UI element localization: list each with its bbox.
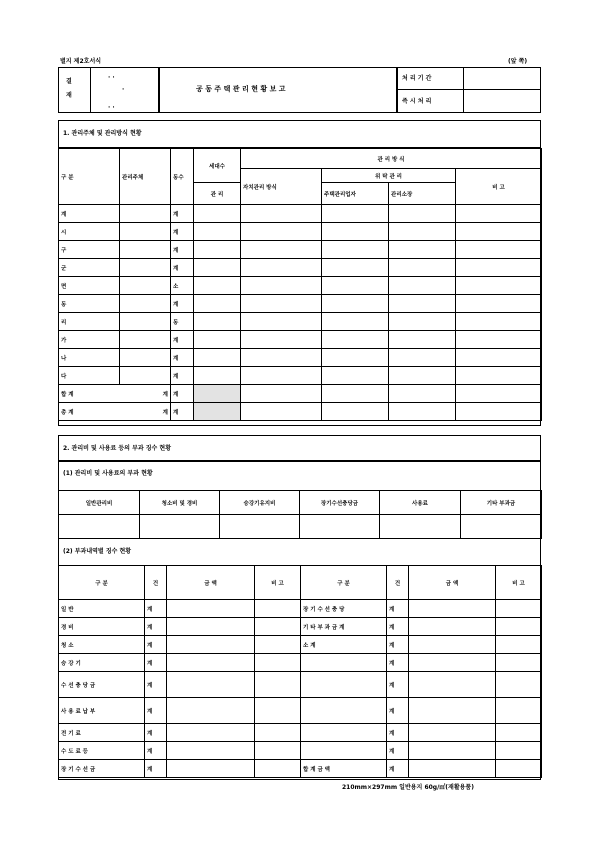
col-header-self: 자치관리 방식 (241, 169, 322, 205)
col-header-item-left: 구 분 (59, 566, 145, 600)
right-mark: 계 (387, 618, 409, 636)
row-label: 시 (59, 223, 120, 241)
row-mark: 계 (171, 385, 194, 403)
left-mark: 계 (145, 742, 167, 760)
right-mark: 계 (387, 636, 409, 654)
row-mark: 소 (171, 277, 194, 295)
left-mark: 계 (145, 636, 167, 654)
table-row (59, 618, 542, 636)
fee-header-elevator: 승강기유지비 (220, 491, 300, 515)
approval-dots-1: · · (108, 74, 115, 81)
header-box (58, 67, 541, 113)
table-row (59, 654, 542, 672)
fee-header-general: 일반관리비 (59, 491, 140, 515)
section1-title: 1. 관리주체 및 관리방식 현황 (63, 130, 142, 137)
footer-paper-note: 210mm×297mm 일반용지 60g/㎡(재활용품) (342, 784, 474, 791)
row-label: 동 (59, 295, 120, 313)
left-mark: 계 (145, 600, 167, 618)
section2-sub2: (2) 부과내역별 징수 현황 (63, 548, 132, 555)
left-item: 청 소 (59, 636, 145, 654)
col-header-manager: 관리주체 (120, 149, 171, 205)
table-row-subtotal (59, 385, 542, 403)
row-label: 가 (59, 331, 120, 349)
col-header-amount-right: 금 액 (409, 566, 496, 600)
receipt-hline (396, 89, 541, 90)
row-mark: 계 (171, 331, 194, 349)
row-mark: 동 (171, 313, 194, 331)
table-row (59, 367, 542, 385)
row-mark: 계 (171, 205, 194, 223)
form-number: 별지 제2호서식 (60, 58, 102, 65)
col-header-remarks-left: 비 고 (255, 566, 301, 600)
left-item: 수 선 충 당 금 (59, 672, 145, 698)
right-item (301, 672, 387, 698)
col-header-method: 관 리 방 식 (241, 149, 542, 169)
table-row (59, 698, 542, 724)
left-item: 장 기 수 선 금 (59, 760, 145, 778)
approval-dots-2: · (122, 86, 125, 93)
table-row (59, 331, 542, 349)
right-mark: 계 (387, 724, 409, 742)
fee-value-row (59, 515, 542, 539)
approval-label-2: 재 (66, 92, 72, 99)
row-mark: 계 (171, 259, 194, 277)
right-mark: 계 (387, 760, 409, 778)
right-mark: 계 (387, 600, 409, 618)
right-item: 장 기 수 선 충 당 (301, 600, 387, 618)
table-row (59, 760, 542, 778)
left-mark: 계 (145, 672, 167, 698)
row-mark: 계 (171, 223, 194, 241)
col-header-mgmt-households: 관 리 (194, 183, 241, 205)
col-header-remarks-right: 비 고 (496, 566, 542, 600)
right-item: 소 계 (301, 636, 387, 654)
table-row (59, 742, 542, 760)
right-item (301, 742, 387, 760)
left-item: 승 강 기 (59, 654, 145, 672)
fee-header-repair: 장기수선충당금 (300, 491, 380, 515)
approval-divider-2 (158, 67, 160, 113)
right-mark: 계 (387, 742, 409, 760)
receipt-divider (396, 67, 398, 113)
left-mark: 계 (145, 618, 167, 636)
approval-label-1: 결 (66, 78, 72, 85)
table-row (59, 313, 542, 331)
right-item (301, 724, 387, 742)
table-row (59, 241, 542, 259)
col-header-item-right: 구 분 (301, 566, 387, 600)
page-indicator: (앞 쪽) (508, 58, 528, 65)
row-label: 다 (59, 367, 120, 385)
left-item: 일 반 (59, 600, 145, 618)
table-row (59, 672, 542, 698)
fee-table (58, 490, 542, 539)
col-header-buildings: 동수 (171, 149, 194, 205)
left-item: 수 도 료 등 (59, 742, 145, 760)
receipt-divider-2 (463, 67, 464, 113)
table-row (59, 277, 542, 295)
col-header-count-left: 건 (145, 566, 167, 600)
section1-table (58, 148, 542, 421)
row-label: 합 계 계 (59, 385, 171, 403)
receipt-label: 처 리 기 간 (402, 75, 432, 82)
col-header-category: 구 분 (59, 149, 120, 205)
right-mark: 계 (387, 654, 409, 672)
approval-dots-3: · · (108, 104, 115, 111)
left-mark: 계 (145, 698, 167, 724)
approval-divider (90, 67, 91, 113)
row-label: 계 (59, 205, 120, 223)
table-row (59, 724, 542, 742)
row-mark: 계 (171, 349, 194, 367)
left-item: 전 기 료 (59, 724, 145, 742)
table-row (59, 349, 542, 367)
table-row (59, 636, 542, 654)
row-label: 총 계 계 (59, 403, 171, 421)
section2-title: 2. 관리비 및 사용료 등의 부과 징수 현황 (63, 445, 172, 452)
row-mark: 계 (171, 367, 194, 385)
right-item (301, 654, 387, 672)
left-item: 사 용 료 납 부 (59, 698, 145, 724)
row-mark: 계 (171, 295, 194, 313)
table-row (59, 259, 542, 277)
row-label: 면 (59, 277, 120, 295)
col-header-count-right: 건 (387, 566, 409, 600)
right-mark: 계 (387, 672, 409, 698)
collection-table (58, 565, 542, 778)
col-header-remarks: 비 고 (456, 169, 542, 205)
col-header-households: 세대수 (194, 149, 241, 183)
fee-header-other: 기타 부과금 (461, 491, 542, 515)
left-item: 경 비 (59, 618, 145, 636)
table-row (59, 223, 542, 241)
receipt-value: 즉 시 처 리 (402, 98, 432, 105)
table-row (59, 295, 542, 313)
left-mark: 계 (145, 760, 167, 778)
row-mark: 계 (171, 403, 194, 421)
table-row-total (59, 403, 542, 421)
row-label: 나 (59, 349, 120, 367)
table-row (59, 600, 542, 618)
row-label: 구 (59, 241, 120, 259)
left-mark: 계 (145, 654, 167, 672)
col-header-amount-left: 금 액 (167, 566, 255, 600)
row-label: 리 (59, 313, 120, 331)
right-item (301, 698, 387, 724)
document-title: 공 동 주 택 관 리 현 황 보 고 (196, 85, 286, 93)
left-mark: 계 (145, 724, 167, 742)
row-label: 군 (59, 259, 120, 277)
row-mark: 계 (171, 241, 194, 259)
col-header-director: 관리소장 (389, 183, 456, 205)
table-row (59, 205, 542, 223)
right-mark: 계 (387, 698, 409, 724)
fee-header-usage: 사용료 (380, 491, 461, 515)
right-item: 기 타 부 과 금 계 (301, 618, 387, 636)
section2-title-line (58, 460, 541, 462)
col-header-company: 주택관리업자 (322, 183, 389, 205)
fee-header-cleaning: 청소비 및 경비 (140, 491, 220, 515)
section2-sub1: (1) 관리비 및 사용료의 부과 현황 (63, 470, 153, 477)
col-header-consign: 위 탁 관 리 (322, 169, 456, 183)
right-item: 합 계 금 액 (301, 760, 387, 778)
